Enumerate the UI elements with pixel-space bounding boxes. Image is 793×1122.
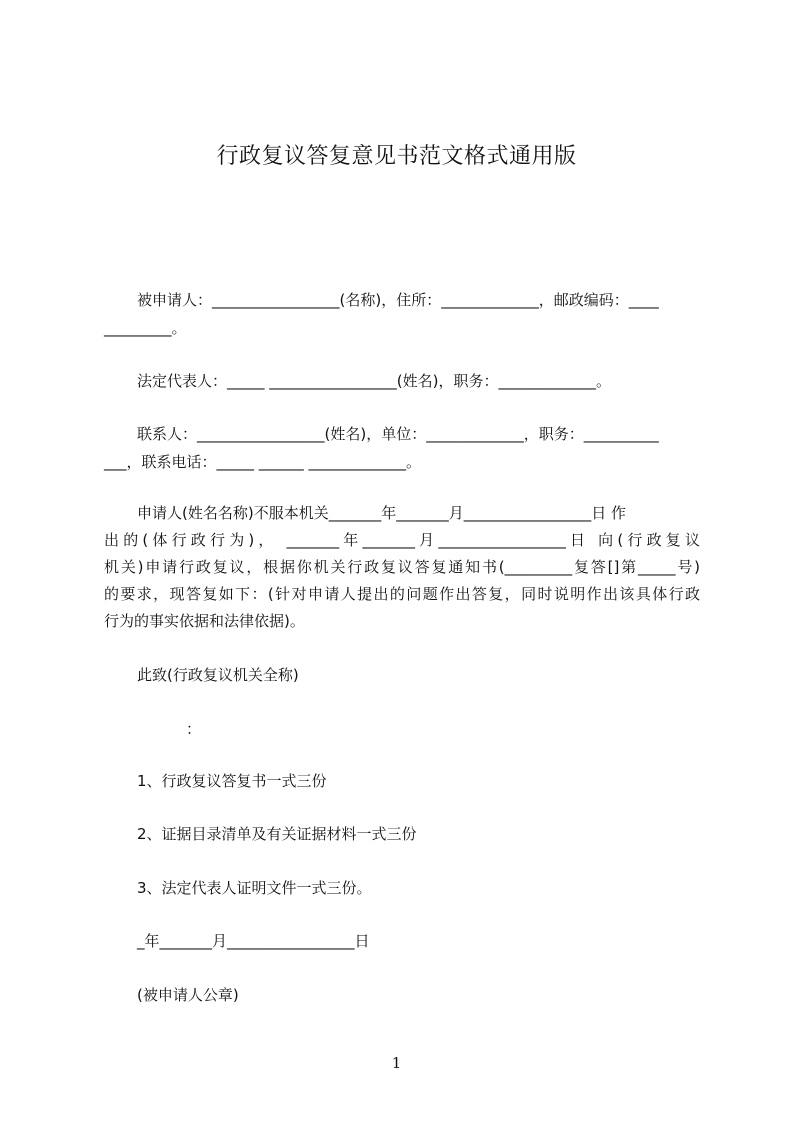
body-line-5: 行为的事实依据和法律依据)。 — [104, 612, 305, 630]
body-line-3: 机关)申请行政复议，根据你机关行政复议答复通知书(_________复答[]第_____号) — [104, 558, 700, 576]
page-number: 1 — [391, 1054, 402, 1072]
seal-note: (被申请人公章) — [137, 986, 239, 1004]
attachment-item-2: 2、证据目录清单及有关证据材料一式三份 — [137, 825, 417, 843]
body-line-4: 的要求，现答复如下：(针对申请人提出的问题作出答复，同时说明作出该具体行政 — [104, 585, 700, 603]
date-line: _年_______月_________________日 — [137, 932, 370, 950]
attachment-item-1: 1、行政复议答复书一式三份 — [137, 772, 327, 790]
respondent-line-1: 被申请人：_________________(名称)，住所：_____________，邮政编码：____ — [137, 291, 659, 309]
attachment-colon: ： — [186, 720, 202, 738]
contact-line-2: ___，联系电话：_____ ______ _____________。 — [104, 453, 422, 471]
body-line-1: 申请人(姓名名称)不服本机关_______年_______月_________________日 作 — [137, 504, 626, 522]
salutation: 此致(行政复议机关全称) — [137, 666, 299, 684]
document-title: 行政复议答复意见书范文格式通用版 — [216, 144, 577, 169]
body-line-2: 出的(体行政行为)， _______年_______月_________________日 向(行政复议 — [104, 531, 700, 549]
contact-line-1: 联系人：_________________(姓名)，单位：_____________，职务：__________ — [137, 425, 659, 443]
respondent-line-2: _________。 — [104, 319, 187, 337]
attachment-item-3: 3、法定代表人证明文件一式三份。 — [137, 879, 372, 897]
legal-representative-line: 法定代表人：_____ _________________(姓名)，职务：_____________。 — [137, 372, 611, 390]
